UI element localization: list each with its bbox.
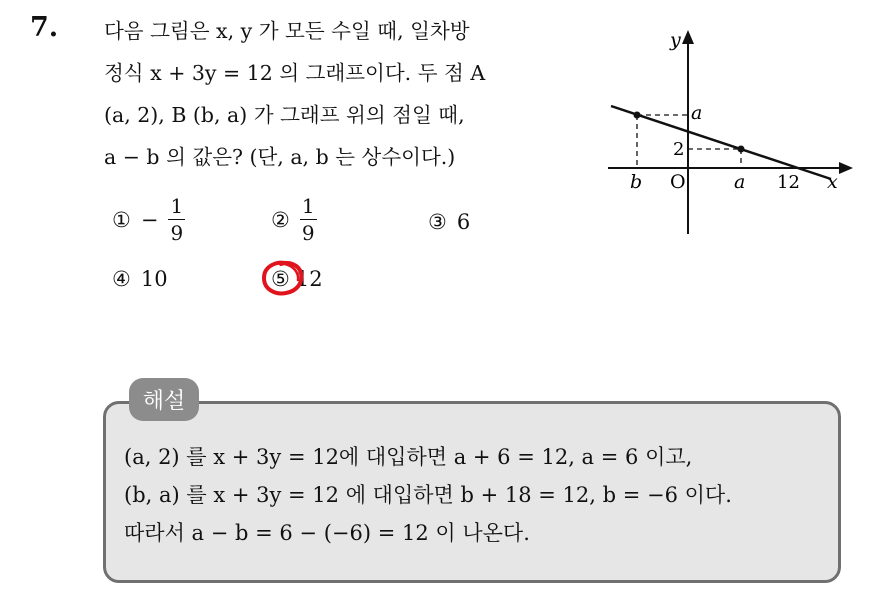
choice-marker: ③ [428, 210, 447, 234]
choice-4[interactable] [112, 267, 168, 291]
solution-line: (a, 2) 를 x + 3y = 12에 대입하면 a + 6 = 12, a = 6 이고, [124, 445, 693, 469]
choice-marker: ② [271, 207, 290, 232]
choice-value: 10 [140, 267, 168, 291]
choice-marker: ① [112, 207, 131, 232]
label-a-x: a [734, 171, 746, 193]
fraction-numerator: 1 [301, 194, 315, 218]
choice-fraction [300, 196, 317, 243]
label-2: 2 [673, 139, 685, 160]
choice-1[interactable] [112, 196, 185, 243]
fraction-numerator: 1 [170, 194, 184, 218]
choice-sign: − [140, 207, 159, 232]
choice-fraction [168, 196, 185, 243]
y-axis-arrow-icon [682, 30, 694, 44]
question-line: a − b 의 값은? (단, a, b 는 상수이다.) [104, 145, 456, 169]
choice-marker: ⑤ [271, 267, 290, 291]
choice-value: 6 [456, 210, 471, 234]
solution-line: 따라서 a − b = 6 − (−6) = 12 이 나온다. [124, 521, 530, 545]
y-axis-label: y [670, 29, 681, 51]
x-axis-arrow-icon [839, 162, 853, 174]
solution-tag: 해설 [129, 378, 199, 421]
origin-label: O [670, 171, 686, 193]
solution-line: (b, a) 를 x + 3y = 12 에 대입하면 b + 18 = 12, b = −6 이다. [124, 483, 732, 507]
point-a [738, 146, 745, 153]
x-axis-label: x [827, 171, 838, 193]
choice-2[interactable] [271, 196, 317, 243]
line-graph [603, 22, 858, 237]
label-b: b [630, 171, 643, 193]
question-line: 다음 그림은 x, y 가 모든 수일 때, 일차방 [104, 19, 470, 43]
choice-marker: ④ [112, 267, 131, 291]
question-line: (a, 2), B (b, a) 가 그래프 위의 점일 때, [104, 103, 465, 127]
choice-3[interactable] [428, 210, 470, 234]
fraction-denominator: 9 [170, 221, 184, 245]
question-number: 7. [30, 12, 59, 43]
fraction-denominator: 9 [301, 221, 315, 245]
solution-text [124, 438, 732, 552]
question-text [104, 10, 584, 178]
answer-circle-mark [259, 258, 307, 298]
label-a-y: a [691, 102, 703, 124]
choice-value: 12 [295, 267, 323, 291]
question-line: 정식 x + 3y = 12 의 그래프이다. 두 점 A [104, 61, 486, 85]
label-12: 12 [777, 172, 800, 193]
point-b [634, 112, 641, 119]
